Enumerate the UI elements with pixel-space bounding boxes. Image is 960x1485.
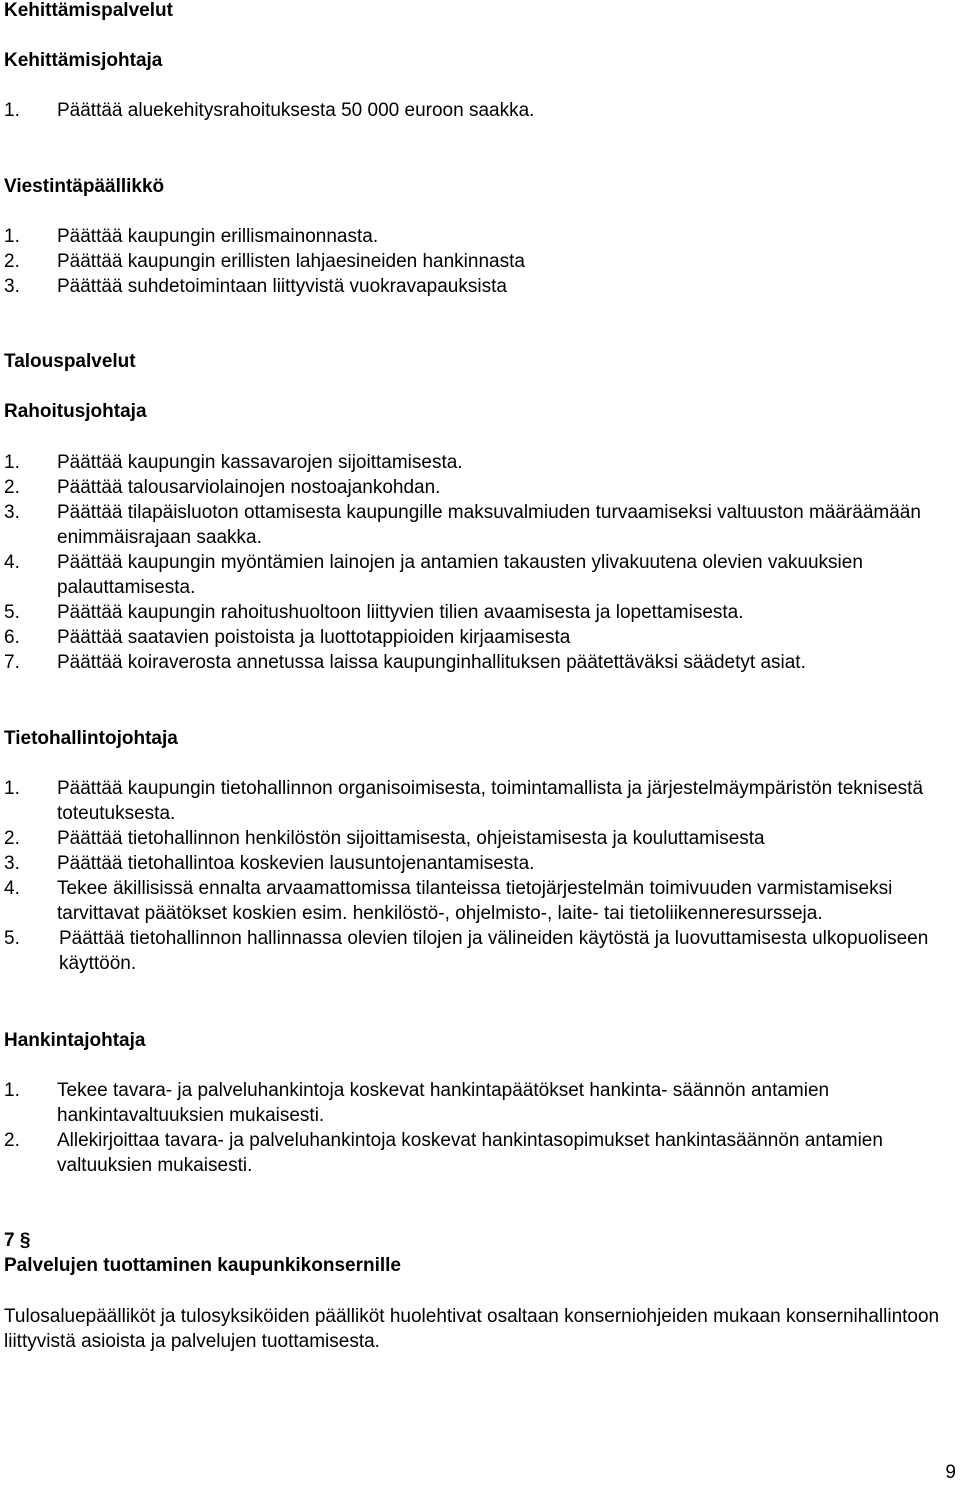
list-item [4,249,946,274]
role-list-kehittamisjohtaja [4,98,946,123]
list-item-number: 4. [4,552,20,573]
list-item [4,776,946,826]
list-item [4,600,946,625]
list-item-number: 2. [4,477,20,498]
list-item-number: 7. [4,652,20,673]
list-item-number: 2. [4,251,20,272]
list-item-text: Päättää tilapäisluoton ottamisesta kaupungille maksuvalmiuden turvaamiseksi valtuuston määräämään enimmäisrajaan saakka. [57,502,921,548]
list-item [4,450,946,475]
list-item-number: 1. [4,778,20,799]
role-list-viestintapaallikko [4,224,946,299]
section-body: Tulosaluepäälliköt ja tulosyksiköiden päälliköt huolehtivat osaltaan konserniohjeiden mukaan konsernihallintoon liittyvistä asioista ja palvelujen tuottamisesta. [4,1306,940,1352]
list-item-text: Päättää tietohallinnon hallinnassa olevien tilojen ja välineiden käytöstä ja luovuttamisesta ulkopuoliseen käyttöön. [59,928,929,974]
list-item [4,826,946,851]
role-title-tietohallintojohtaja: Tietohallintojohtaja [4,728,178,749]
list-item-text: Päättää suhdetoimintaan liittyvistä vuokravapauksista [57,276,507,297]
list-item-text: Päättää talousarviolainojen nostoajankohdan. [57,477,441,498]
section-title: Palvelujen tuottaminen kaupunkikonsernille [4,1255,401,1276]
list-item [4,1128,946,1178]
list-item-text: Tekee tavara- ja palveluhankintoja koskevat hankintapäätökset hankinta- säännön antamien hankintavaltuuksien mukaisesti. [57,1080,830,1126]
list-item [4,475,946,500]
list-item [4,851,946,876]
role-title-rahoitusjohtaja: Rahoitusjohtaja [4,401,147,422]
list-item-text: Päättää kaupungin kassavarojen sijoittamisesta. [57,452,463,473]
list-item-number: 1. [4,452,20,473]
list-item-text: Allekirjoittaa tavara- ja palveluhankintoja koskevat hankintasopimukset hankintasäännön antamien valtuuksien mukaisesti. [57,1130,883,1176]
list-item-text: Päättää kaupungin erillisten lahjaesineiden hankinnasta [57,251,525,272]
list-item-number: 5. [4,928,20,949]
list-item [4,224,946,249]
list-item [4,625,946,650]
list-item-number: 5. [4,602,20,623]
list-item [4,650,946,675]
list-item-number: 3. [4,276,20,297]
list-item [4,926,946,976]
list-item-text: Päättää kaupungin rahoitushuoltoon liittyvien tilien avaamisesta ja lopettamisesta. [57,602,744,623]
list-item-text: Päättää kaupungin tietohallinnon organisoimisesta, toimintamallista ja järjestelmäympäristön teknisestä toteutuksesta. [57,778,924,824]
role-title-viestintapaallikko: Viestintäpäällikkö [4,176,165,197]
list-item-text: Tekee äkillisissä ennalta arvaamattomissa tilanteissa tietojärjestelmän toimivuuden varmistamiseksi tarvittavat päätökset koskien esim. henkilöstö-, ohjelmisto-, laite- tai tietoliikenneresursseja. [57,878,893,924]
section-heading-talouspalvelut: Talouspalvelut [4,351,136,372]
role-list-rahoitusjohtaja [4,450,946,675]
list-item-number: 4. [4,878,20,899]
list-item [4,500,946,550]
list-item [4,1078,946,1128]
list-item-number: 3. [4,502,20,523]
list-item-text: Päättää kaupungin erillismainonnasta. [57,226,379,247]
list-item-number: 2. [4,1130,20,1151]
list-item [4,550,946,600]
role-title-hankintajohtaja: Hankintajohtaja [4,1030,146,1051]
role-title-kehittamisjohtaja: Kehittämisjohtaja [4,50,163,71]
list-item-number: 3. [4,853,20,874]
list-item-number: 1. [4,226,20,247]
list-item-number: 1. [4,100,20,121]
list-item-text: Päättää aluekehitysrahoituksesta 50 000 euroon saakka. [57,100,535,121]
list-item-number: 6. [4,627,20,648]
list-item-text: Päättää koiraverosta annetussa laissa kaupunginhallituksen päätettäväksi säädetyt asiat. [57,652,806,673]
list-item-text: Päättää tietohallinnon henkilöstön sijoittamisesta, ohjeistamisesta ja kouluttamisesta [57,828,765,849]
list-item-number: 1. [4,1080,20,1101]
list-item-text: Päättää saatavien poistoista ja luottotappioiden kirjaamisesta [57,627,571,648]
list-item [4,274,946,299]
list-item [4,876,946,926]
list-item [4,98,946,123]
role-list-tietohallintojohtaja [4,776,946,976]
section-number: 7 § [4,1230,31,1251]
list-item-text: Päättää tietohallintoa koskevien lausuntojenantamisesta. [57,853,535,874]
section-heading-kehittamispalvelut: Kehittämispalvelut [4,0,173,21]
page-number: 9 [945,1462,956,1483]
list-item-text: Päättää kaupungin myöntämien lainojen ja antamien takausten ylivakuutena olevien vakuuksien palauttamisesta. [57,552,863,598]
role-list-hankintajohtaja [4,1078,946,1178]
list-item-number: 2. [4,828,20,849]
